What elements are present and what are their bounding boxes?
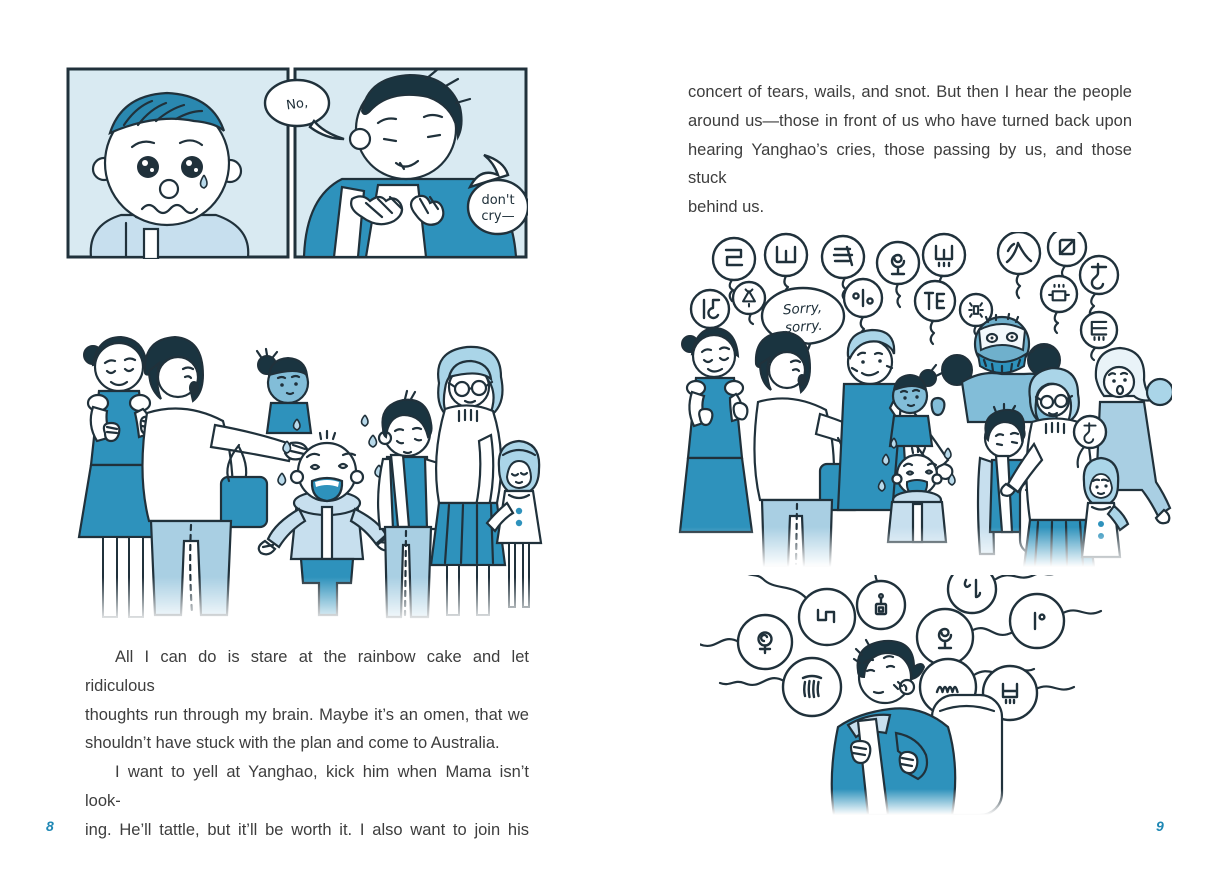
figure-pigtail-girl-2: [890, 365, 944, 446]
text-line: concert of tears, wails, and snot. But then I hear the people: [688, 83, 1132, 101]
bubble-no-text: No,: [285, 95, 310, 114]
text-line: shouldn’t have stuck with the plan and come to Australia.: [85, 734, 500, 753]
figure-pigtail-girl: [257, 349, 311, 433]
text-line: thoughts run through my brain. Maybe it’s an omen, that we: [85, 705, 529, 724]
sorry-line1: Sorry,: [782, 299, 823, 319]
text-line: I want to yell at Yanghao, kick him when Mama isn’t look-: [85, 763, 529, 810]
left-page-paragraphs: [85, 643, 529, 845]
text-line: behind us.: [688, 198, 765, 217]
family-scene-illustration: [35, 325, 605, 625]
comic-panel-strip: [66, 67, 528, 259]
bubble-dont-text: don't: [481, 193, 515, 208]
figure-grandma: [431, 347, 505, 615]
bubble-cry-text: cry—: [481, 209, 515, 224]
glyph-speech-bubbles: [691, 232, 1118, 364]
page-number-left: 8: [46, 818, 54, 834]
figure-listening-boy: [832, 640, 1002, 815]
crowd-scene-illustration: [652, 232, 1172, 567]
boy-glyphs-illustration: [700, 575, 1110, 815]
text-line: hearing Yanghao’s cries, those passing by us, and those stuck: [688, 140, 1132, 188]
figure-neighbor-woman-2: [680, 328, 752, 532]
comic-panel-1: [68, 69, 288, 259]
right-page-paragraph: [688, 78, 1132, 222]
text-line: All I can do is stare at the rainbow cake and let ridiculous: [85, 648, 529, 695]
page-number-right: 9: [1156, 818, 1164, 834]
sorry-line2: sorry.: [784, 317, 824, 337]
text-line: around us—those in front of us who have turned back upon: [688, 111, 1132, 130]
text-line: ing. He’ll tattle, but it’ll be worth it. I also want to join his: [85, 820, 529, 839]
